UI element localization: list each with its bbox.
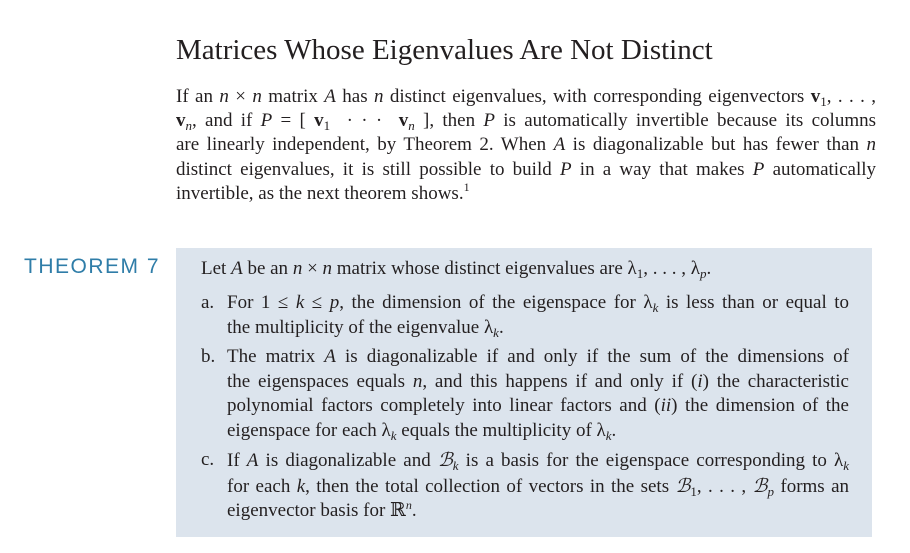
item-marker: a.	[201, 292, 215, 313]
theorem-item-b: b. The matrix A is diagonalizable if and only if the sum of the dimensions of the eigenspaces equals n, and this happens if and only if (i) the characteristic polynomial factors completely into linear factors and (ii) the dimension of the eigenspace for each $\lambda_k$ equals the multiplicity of $\lambda_k$.	[201, 346, 850, 443]
footnote-marker: 1	[463, 179, 470, 194]
theorem-label: THEOREM 7	[24, 255, 161, 278]
section-title: Matrices Whose Eigenvalues Are Not Distinct	[176, 34, 713, 66]
item-marker: c.	[201, 449, 215, 470]
theorem-lead: Let A be an n × n matrix whose distinct eigenvalues are $\lambda_1$, . . . , $\lambda_p$.	[201, 258, 712, 281]
item-marker: b.	[201, 346, 216, 367]
intro-paragraph: If an n × n matrix A has n distinct eigenvalues, with corresponding eigenvectors $v_1$, . . . , $v_n$, and if P = [ $v_1$ · · · $v_n$ ], then P is automatically invertible because its columns are linearly independent, by Theorem 2. When A is diagonalizable but has fewer than n distinct eigenvalues, it is still possible to build P in a way that makes P automatically invertible, as the next theorem shows.$^1$	[176, 86, 877, 204]
theorem-box	[176, 248, 872, 537]
theorem-item-a: a. For 1 ≤ k ≤ p, the dimension of the eigenspace for $\lambda_k$ is less than or equal to the multiplicity of the eigenvalue $\lambda_k$.	[201, 292, 849, 340]
theorem-item-c: c. If A is diagonalizable and ℬ$_k$ is a basis for the eigenspace corresponding to $\lambda_k$ for each k, then the total collection of vectors in the sets ℬ$_1$, . . . , ℬ$_p$ forms an eigenvector basis for ℝ$^n$.	[201, 449, 850, 521]
